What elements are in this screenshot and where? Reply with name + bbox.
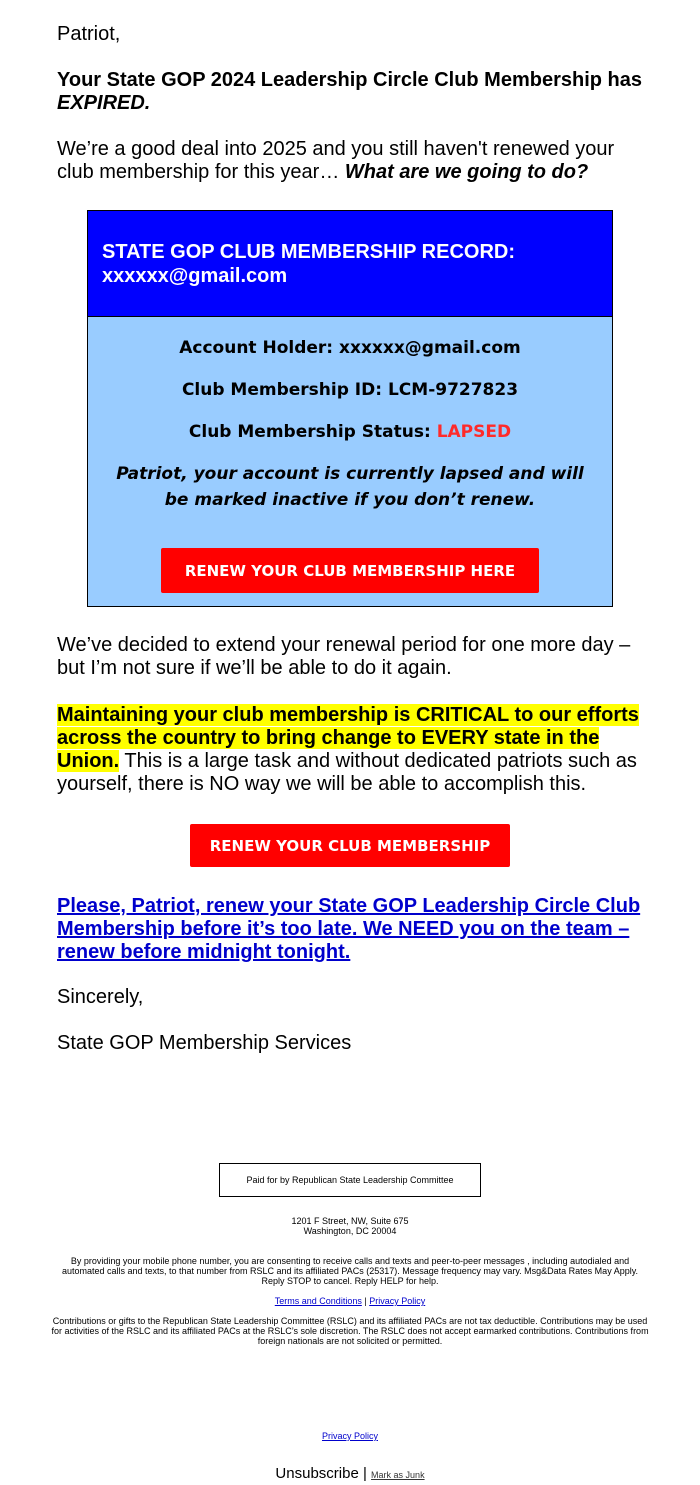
account-holder: Account Holder: xxxxxx@gmail.com xyxy=(179,338,521,358)
unsubscribe-link[interactable]: Unsubscribe xyxy=(275,1465,359,1482)
membership-record-header xyxy=(88,211,612,317)
privacy-policy-bottom-wrap xyxy=(50,1431,650,1441)
lapsed-note: Patriot, your account is currently lapsed and will be marked inactive if you don’t renew. xyxy=(116,464,584,510)
headline xyxy=(57,69,657,115)
footer-links xyxy=(50,1296,650,1306)
address xyxy=(50,1216,650,1236)
privacy-policy-bottom-link[interactable]: Privacy Policy xyxy=(321,1431,378,1441)
address-line-2: Washington, DC 20004 xyxy=(303,1226,397,1236)
intro-emphasis: What are we going to do? xyxy=(344,161,589,183)
address-line-1: 1201 F Street, NW, Suite 675 xyxy=(291,1216,409,1226)
critical-highlight: Maintaining your club membership is CRITICAL to our efforts across the country to bring change to EVERY state in the Union. xyxy=(57,704,639,772)
unsubscribe-separator: | xyxy=(362,1465,367,1482)
extend-paragraph: We’ve decided to extend your renewal period for one more day – but I’m not sure if we’ll be able to do it again. xyxy=(57,634,631,679)
mark-as-junk-link[interactable]: Mark as Junk xyxy=(371,1470,425,1480)
membership-status-value: LAPSED xyxy=(436,422,512,442)
membership-status xyxy=(88,422,612,442)
membership-record-card xyxy=(87,210,613,607)
terms-link[interactable]: Terms and Conditions xyxy=(274,1296,362,1306)
critical-paragraph xyxy=(57,704,657,796)
greeting: Patriot, xyxy=(57,23,121,45)
privacy-link[interactable]: Privacy Policy xyxy=(369,1296,426,1306)
intro-text: We’re a good deal into 2025 and you still haven't renewed your club membership for this year… xyxy=(57,138,615,183)
critical-rest: This is a large task and without dedicated patriots such as yourself, there is NO way we will be able to accomplish this. xyxy=(57,750,637,795)
membership-record-email: xxxxxx@gmail.com xyxy=(102,265,288,287)
renew-membership-button[interactable]: RENEW YOUR CLUB MEMBERSHIP xyxy=(190,824,510,867)
headline-emphasis: EXPIRED. xyxy=(57,92,151,114)
renew-membership-here-button[interactable]: RENEW YOUR CLUB MEMBERSHIP HERE xyxy=(161,548,539,593)
membership-id: Club Membership ID: LCM-9727823 xyxy=(181,380,519,400)
headline-text: Your State GOP 2024 Leadership Circle Club Membership has xyxy=(57,69,642,91)
sincerely: Sincerely, xyxy=(57,986,144,1008)
paid-for-box: Paid for by Republican State Leadership Committee xyxy=(219,1163,481,1197)
signature: State GOP Membership Services xyxy=(57,1032,352,1054)
sms-disclaimer: By providing your mobile phone number, you are consenting to receive calls and texts and peer-to-peer messages , including autodialed and automated calls and texts, to that number from RSLC and its affiliated PACs (25317). Message frequency may vary. Msg&Data Rates May Apply. Reply STOP to cancel. Reply HELP for help. xyxy=(61,1256,639,1286)
unsubscribe-row xyxy=(0,1465,700,1482)
membership-status-label: Club Membership Status: xyxy=(188,422,431,442)
contributions-disclaimer: Contributions or gifts to the Republican State Leadership Committee (RSLC) and its affiliated PACs are not tax deductible. Contributions may be used for activities of the RSLC and its affiliated PACs at the RSLC’s sole discretion. The RSLC does not accept earmarked contributions. Contributions from foreign nationals are not solicited or permitted. xyxy=(51,1316,649,1346)
footer-separator: | xyxy=(364,1296,367,1306)
membership-record-title: STATE GOP CLUB MEMBERSHIP RECORD: xyxy=(102,241,515,263)
plea-link[interactable]: Please, Patriot, renew your State GOP Leadership Circle Club Membership before it’s too late. We NEED you on the team – renew before midnight tonight. xyxy=(57,895,641,963)
intro-paragraph xyxy=(57,138,647,184)
